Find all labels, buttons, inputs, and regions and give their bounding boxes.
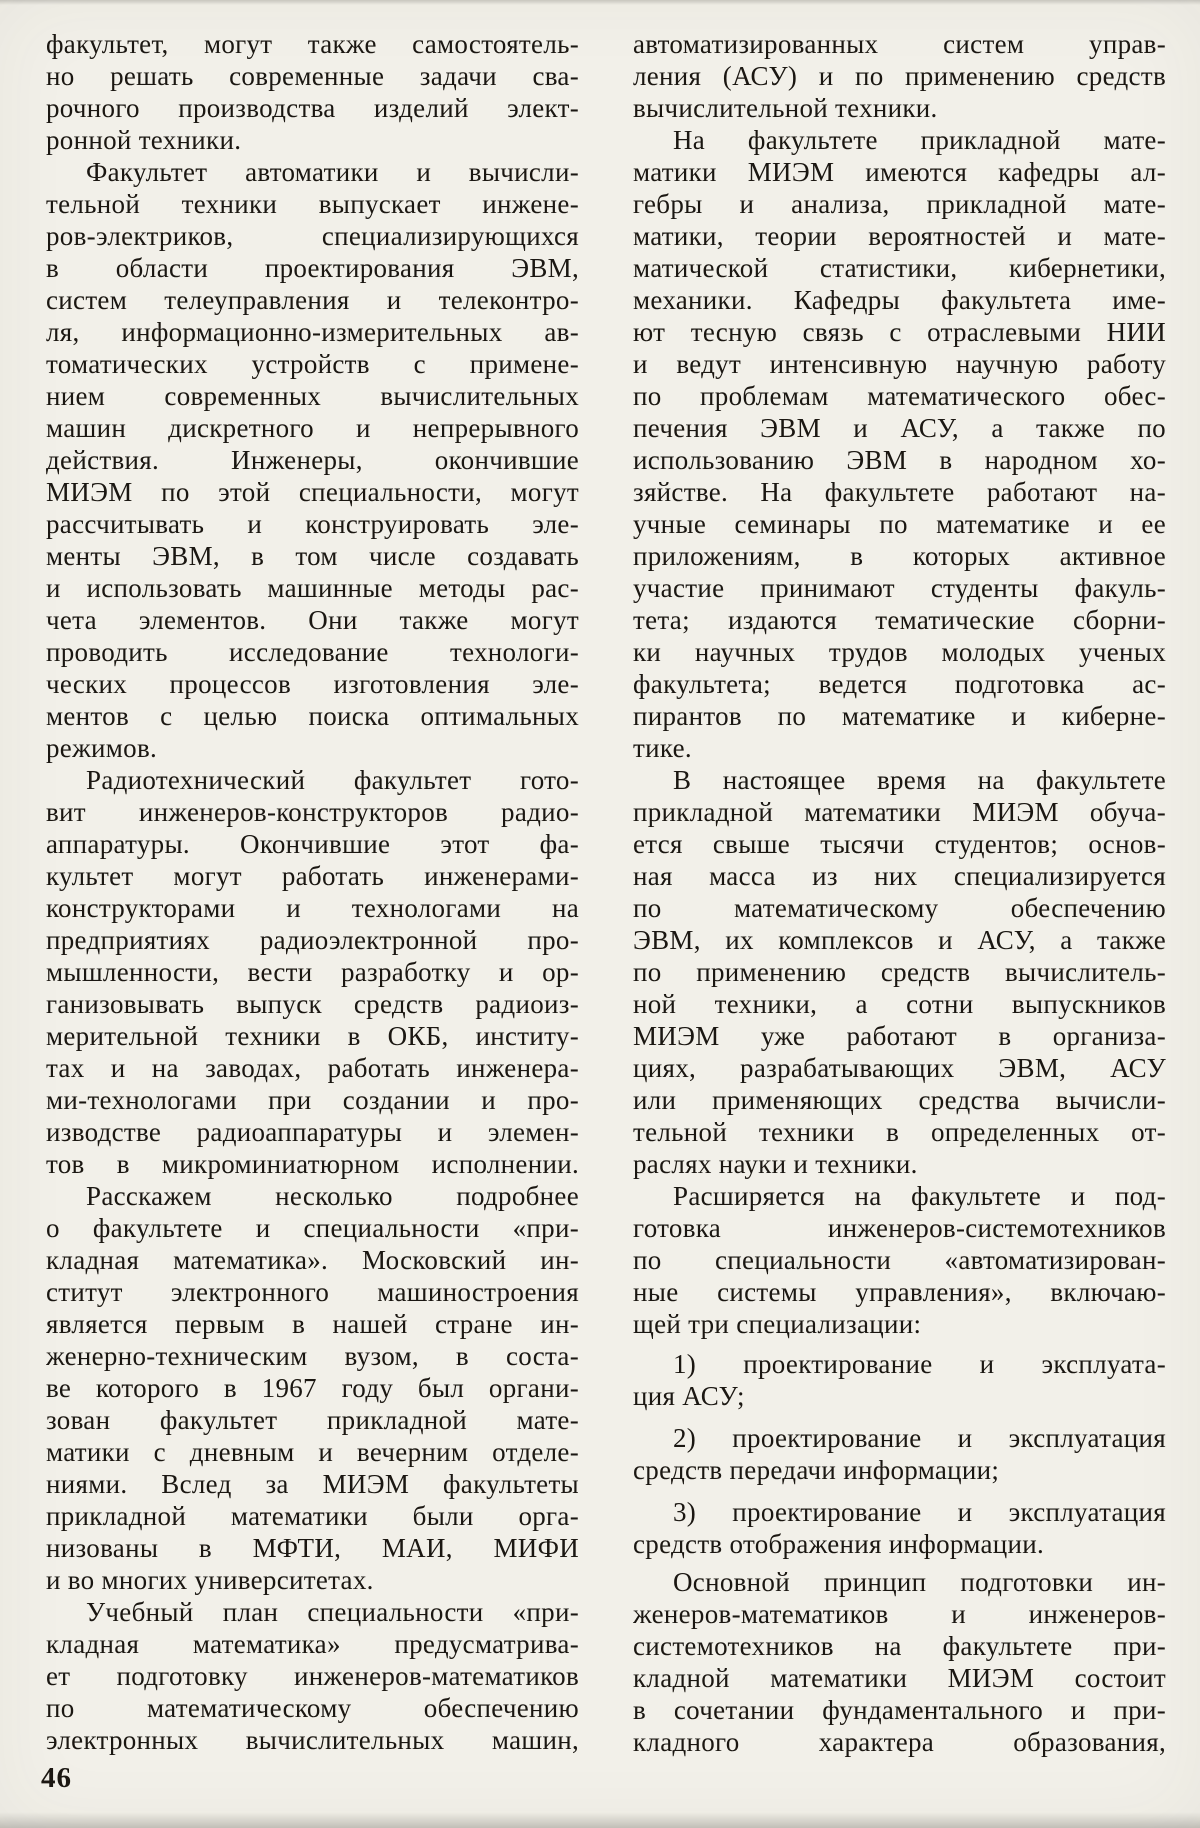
- text-line: менты ЭВМ, в том числе создавать: [46, 541, 579, 571]
- text-line: 1) проектирование и эксплуата-: [673, 1349, 1166, 1379]
- text-line: но решать современные задачи сва-: [46, 61, 579, 91]
- text-line: ческих процессов изготовления эле-: [46, 669, 579, 699]
- text-line: женерно-техническим вузом, в соста-: [46, 1341, 579, 1371]
- text-line: томатических устройств с примене-: [46, 349, 579, 379]
- text-line: МИЭМ по этой специальности, могут: [46, 477, 579, 507]
- text-line: и ведут интенсивную научную работу: [633, 349, 1166, 379]
- text-line: ЭВМ, их комплексов и АСУ, а также: [633, 925, 1166, 955]
- text-line: механики. Кафедры факультета име-: [633, 285, 1166, 315]
- text-line: зован факультет прикладной мате-: [46, 1405, 579, 1435]
- text-line: конструкторами и технологами на: [46, 893, 579, 923]
- text-line: электронных вычислительных машин,: [46, 1725, 579, 1755]
- text-line: учные семинары по математике и ее: [633, 509, 1166, 539]
- text-line: ми-технологами при создании и про-: [46, 1085, 579, 1115]
- text-line: использованию ЭВМ в народном хо-: [633, 445, 1166, 475]
- text-line: щей три специализации:: [633, 1309, 922, 1339]
- text-line: прикладной математики МИЭМ обуча-: [633, 797, 1166, 827]
- text-line: раслях науки и техники.: [633, 1149, 918, 1179]
- text-line: зяйстве. На факультете работают на-: [633, 477, 1166, 507]
- text-line: Учебный план специальности «при-: [86, 1597, 579, 1627]
- text-line: ля, информационно-измерительных ав-: [46, 317, 579, 347]
- text-line: и использовать машинные методы рас-: [46, 573, 579, 603]
- text-line: низованы в МФТИ, МАИ, МИФИ: [46, 1533, 579, 1563]
- text-line: факультет, могут также самостоятель-: [46, 29, 579, 59]
- text-line: В настоящее время на факультете: [673, 765, 1166, 795]
- text-line: ет подготовку инженеров-математиков: [46, 1661, 579, 1691]
- text-line: ют тесную связь с отраслевыми НИИ: [633, 317, 1166, 347]
- text-line: нием современных вычислительных: [46, 381, 579, 411]
- text-line: режимов.: [46, 733, 158, 763]
- text-line: циях, разрабатывающих ЭВМ, АСУ: [633, 1053, 1166, 1083]
- text-line: 2) проектирование и эксплуатация: [673, 1423, 1166, 1453]
- text-line: матики, теории вероятностей и мате-: [633, 221, 1166, 251]
- text-line: средств передачи информации;: [633, 1455, 1000, 1485]
- text-line: Расскажем несколько подробнее: [86, 1181, 579, 1211]
- text-line: систем телеуправления и телеконтро-: [46, 285, 579, 315]
- text-line: Факультет автоматики и вычисли-: [86, 157, 579, 187]
- text-line: ронной техники.: [46, 125, 242, 155]
- text-line: ция АСУ;: [633, 1381, 745, 1411]
- text-line: изводстве радиоаппаратуры и элемен-: [46, 1117, 579, 1147]
- text-line: Расширяется на факультете и под-: [673, 1181, 1166, 1211]
- text-line: Основной принцип подготовки ин-: [673, 1567, 1166, 1597]
- scan-edge-bottom: [0, 1812, 1200, 1828]
- text-line: по математическому обеспечению: [633, 893, 1166, 923]
- text-line: действия. Инженеры, окончившие: [46, 445, 579, 475]
- text-line: МИЭМ уже работают в организа-: [633, 1021, 1166, 1051]
- text-line: в сочетании фундаментального и при-: [633, 1695, 1166, 1725]
- scan-edge-top: [0, 0, 1200, 5]
- text-line: тах и на заводах, работать инженера-: [46, 1053, 579, 1083]
- text-line: средств отображения информации.: [633, 1529, 1045, 1559]
- text-line: ститут электронного машиностроения: [46, 1277, 579, 1307]
- text-line: кладная математика». Московский ин-: [46, 1245, 579, 1275]
- page-number: 46: [41, 1762, 72, 1794]
- text-line: печения ЭВМ и АСУ, а также по: [633, 413, 1166, 443]
- text-line: аппаратуры. Окончившие этот фа-: [46, 829, 579, 859]
- text-line: по специальности «автоматизирован-: [633, 1245, 1166, 1275]
- text-line: системотехников на факультете при-: [633, 1631, 1166, 1661]
- text-line: женеров-математиков и инженеров-: [633, 1599, 1166, 1629]
- text-line: гебры и анализа, прикладной мате-: [633, 189, 1166, 219]
- text-line: тельной техники в определенных от-: [633, 1117, 1166, 1147]
- text-line: ки научных трудов молодых ученых: [633, 637, 1166, 667]
- text-line: участие принимают студенты факуль-: [633, 573, 1166, 603]
- left-text-column: [46, 28, 579, 1756]
- text-line: мышленности, вести разработку и ор-: [46, 957, 579, 987]
- text-line: ментов с целью поиска оптимальных: [46, 701, 579, 731]
- text-line: ганизовывать выпуск средств радиоиз-: [46, 989, 579, 1019]
- text-line: в области проектирования ЭВМ,: [46, 253, 579, 283]
- text-line: машин дискретного и непрерывного: [46, 413, 579, 443]
- text-line: является первым в нашей стране ин-: [46, 1309, 579, 1339]
- text-line: ве которого в 1967 году был органи-: [46, 1373, 579, 1403]
- text-line: культет могут работать инженерами-: [46, 861, 579, 891]
- text-line: автоматизированных систем управ-: [633, 29, 1166, 59]
- text-line: по математическому обеспечению: [46, 1693, 579, 1723]
- text-line: кладной математики МИЭМ состоит: [633, 1663, 1166, 1693]
- text-line: тета; издаются тематические сборни-: [633, 605, 1166, 635]
- text-line: матической статистики, кибернетики,: [633, 253, 1166, 283]
- text-line: факультета; ведется подготовка ас-: [633, 669, 1166, 699]
- text-line: тике.: [633, 733, 692, 763]
- text-line: ная масса из них специализируется: [633, 861, 1166, 891]
- text-line: матики с дневным и вечерним отделе-: [46, 1437, 579, 1467]
- text-line: вычислительной техники.: [633, 93, 938, 123]
- text-line: ной техники, а сотни выпускников: [633, 989, 1166, 1019]
- text-line: прикладной математики были орга-: [46, 1501, 579, 1531]
- text-line: На факультете прикладной мате-: [673, 125, 1166, 155]
- text-line: готовка инженеров-системотехников: [633, 1213, 1166, 1243]
- text-line: чета элементов. Они также могут: [46, 605, 579, 635]
- text-line: ления (АСУ) и по применению средств: [633, 61, 1166, 91]
- right-text-column: [633, 28, 1166, 1758]
- text-line: кладная математика» предусматрива-: [46, 1629, 579, 1659]
- text-line: вит инженеров-конструкторов радио-: [46, 797, 579, 827]
- text-line: пирантов по математике и киберне-: [633, 701, 1166, 731]
- text-line: 3) проектирование и эксплуатация: [673, 1497, 1166, 1527]
- text-line: рассчитывать и конструировать эле-: [46, 509, 579, 539]
- text-line: кладного характера образования,: [633, 1727, 1166, 1757]
- text-line: матики МИЭМ имеются кафедры ал-: [633, 157, 1166, 187]
- text-line: проводить исследование технологи-: [46, 637, 579, 667]
- text-line: о факультете и специальности «при-: [46, 1213, 579, 1243]
- text-line: рочного производства изделий элект-: [46, 93, 579, 123]
- text-line: приложениям, в которых активное: [633, 541, 1166, 571]
- text-line: тельной техники выпускает инжене-: [46, 189, 579, 219]
- text-line: тов в микроминиатюрном исполнении.: [46, 1149, 579, 1179]
- text-line: ров-электриков, специализирующихся: [46, 221, 579, 251]
- text-line: мерительной техники в ОКБ, институ-: [46, 1021, 579, 1051]
- text-line: Радиотехнический факультет гото-: [86, 765, 579, 795]
- text-line: ниями. Вслед за МИЭМ факультеты: [46, 1469, 579, 1499]
- text-line: предприятиях радиоэлектронной про-: [46, 925, 579, 955]
- text-line: по проблемам математического обес-: [633, 381, 1166, 411]
- text-line: или применяющих средства вычисли-: [633, 1085, 1166, 1115]
- text-line: и во многих университетах.: [46, 1565, 374, 1595]
- text-line: ется свыше тысячи студентов; основ-: [633, 829, 1166, 859]
- text-line: по применению средств вычислитель-: [633, 957, 1166, 987]
- text-line: ные системы управления», включаю-: [633, 1277, 1166, 1307]
